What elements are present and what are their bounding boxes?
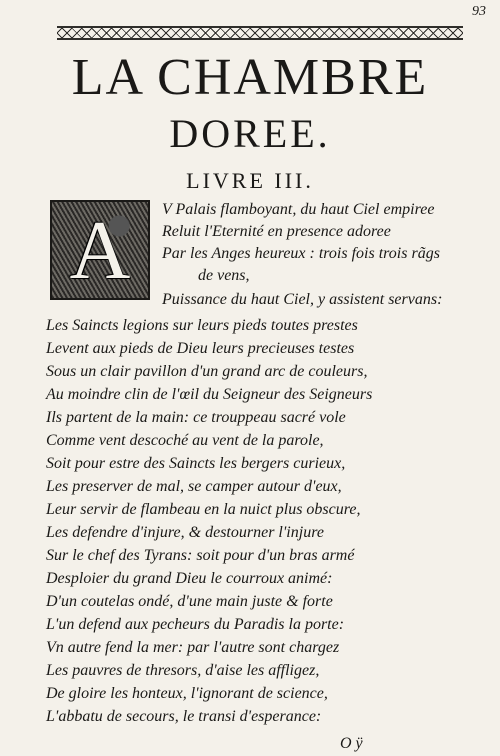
verse-line: Sur le chef des Tyrans: soit pour d'un bras armé: [46, 547, 355, 564]
title-line-2: DOREE.: [169, 111, 331, 156]
verse-line: Soit pour estre des Saincts les bergers curieux,: [46, 455, 346, 472]
verse-line: Ils partent de la main: ce trouppeau sacré vole: [46, 409, 346, 426]
ornament-band: [57, 26, 463, 40]
verse-line: D'un coutelas ondé, d'une main juste & forte: [46, 593, 333, 610]
verse-line: Comme vent descoché au vent de la parole,: [46, 432, 324, 449]
verse-line: De gloire les honteux, l'ignorant de science,: [46, 685, 328, 702]
verse-line: Les defendre d'injure, & destourner l'injure: [46, 524, 324, 541]
verse-line: L'abbatu de secours, le transi d'esperance:: [46, 708, 322, 725]
verse-line: Vn autre fend la mer: par l'autre sont chargez: [46, 639, 340, 656]
page-number: 93: [472, 4, 486, 19]
drop-cap-illustration: [50, 200, 150, 300]
verse-line: Leur servir de flambeau en la nuict plus obscure,: [46, 501, 361, 518]
book-heading: LIVRE III.: [186, 168, 314, 193]
verse-line: Puissance du haut Ciel, y assistent servans:: [162, 291, 443, 308]
title-line-1: LA CHAMBRE: [71, 49, 429, 106]
verse-line: Reluit l'Eternité en presence adoree: [162, 223, 391, 240]
verse-line: Levent aux pieds de Dieu leurs precieuses testes: [46, 340, 355, 357]
catchword: O ÿ: [340, 735, 363, 752]
verse-line: Desploier du grand Dieu le courroux animé:: [46, 570, 333, 587]
verse-line: Au moindre clin de l'œil du Seigneur des Seigneurs: [46, 386, 373, 403]
verse-line: de vens,: [198, 267, 250, 284]
verse-line: Par les Anges heureux : trois fois trois rãgs: [162, 245, 440, 262]
verse-line: L'un defend aux pecheurs du Paradis la porte:: [46, 616, 345, 633]
verse-line: Sous un clair pavillon d'un grand arc de couleurs,: [46, 363, 368, 380]
drop-cap-letter: A: [69, 203, 131, 297]
verse-line: Les Saincts legions sur leurs pieds toutes prestes: [46, 317, 358, 334]
verse-line: Les preserver de mal, se camper autour d'eux,: [46, 478, 342, 495]
verse-line: V Palais flamboyant, du haut Ciel empiree: [162, 201, 435, 218]
verse-line: Les pauvres de thresors, d'aise les affligez,: [46, 662, 320, 679]
